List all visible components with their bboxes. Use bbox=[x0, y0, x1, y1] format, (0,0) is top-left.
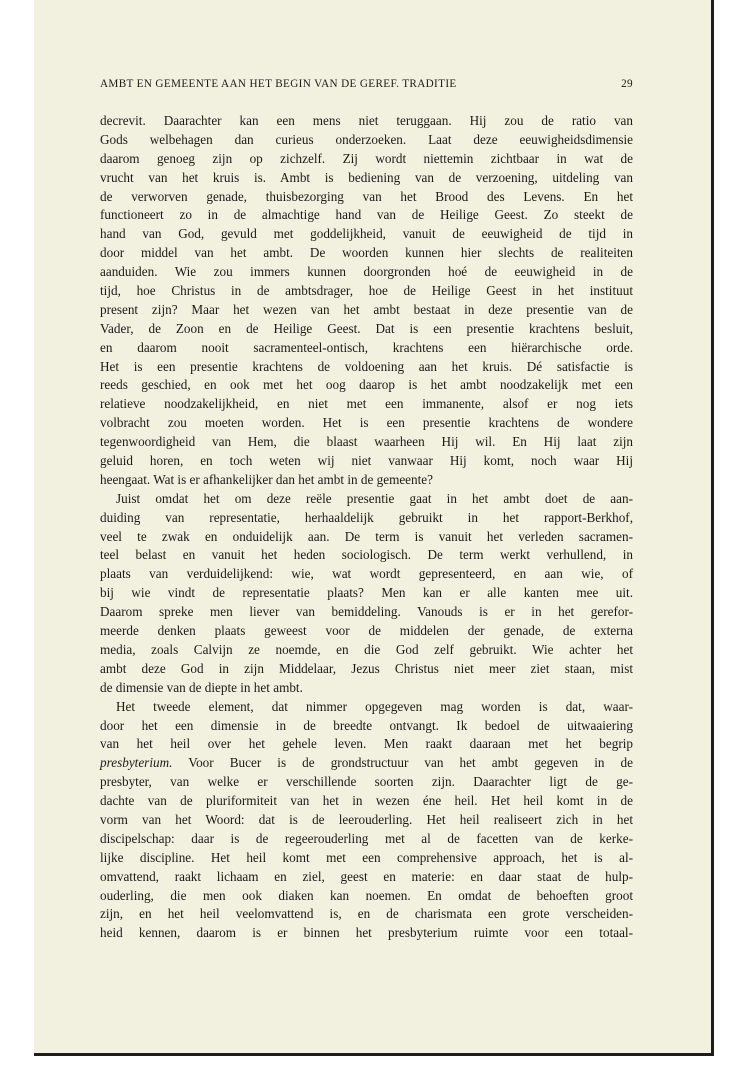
text-line: dachte van de pluriformiteit van het in wezen éne heil. Het heil komt in de bbox=[100, 793, 633, 809]
text-line: omvattend, raakt lichaam en ziel, geest en materie: en daar staat de hulp- bbox=[100, 868, 633, 884]
text-line: volbracht zou moeten worden. Het is een presentie krachtens de wondere bbox=[100, 415, 633, 431]
text-line: present zijn? Maar het wezen van het ambt bestaat in deze presentie van de bbox=[100, 301, 633, 317]
text-line: veel te zwak en onduidelijk aan. De term is vanuit het verleden sacramen- bbox=[100, 528, 633, 544]
text-line: tijd, hoe Christus in de ambtsdrager, hoe de Heilige Geest in het instituut bbox=[100, 283, 633, 299]
text-line: Gods welbehagen dan curieus onderzoeken. Laat deze eeuwigheidsdimensie bbox=[100, 131, 633, 147]
text-line: door middel van het ambt. De woorden kunnen hier slechts de realiteiten bbox=[100, 245, 633, 261]
paragraph bbox=[100, 112, 633, 490]
book-page bbox=[34, 0, 714, 1056]
text-line: tegenwoordigheid van Hem, die blaast waarheen Hij wil. En Hij laat zijn bbox=[100, 434, 633, 450]
text-line: en daarom nooit sacramenteel-ontisch, krachtens een hiërarchische orde. bbox=[100, 339, 633, 355]
text-line: daarom genoeg zijn op zichzelf. Zij wordt niettemin zichtbaar in wat de bbox=[100, 150, 633, 166]
text-line: heengaat. Wat is er afhankelijker dan het ambt in de gemeente? bbox=[100, 471, 433, 487]
text-line: media, zoals Calvijn ze noemde, en die God zelf gebruikt. Wie achter het bbox=[100, 641, 633, 657]
text-line: aanduiden. Wie zou immers kunnen doorgronden hoé de eeuwigheid in de bbox=[100, 264, 633, 280]
text-line: teel belast en vanuit het heden sociologisch. De term werkt verhullend, in bbox=[100, 547, 633, 563]
text-line: presbyter, van welke er verschillende soorten zijn. Daarachter ligt de ge- bbox=[100, 774, 633, 790]
text-line: Daarom spreke men liever van bemiddeling. Vanouds is er in het gerefor- bbox=[100, 604, 633, 620]
text-line: Het tweede element, dat nimmer opgegeven mag worden is dat, waar- bbox=[116, 698, 633, 714]
paragraph bbox=[100, 490, 633, 698]
body-text bbox=[100, 112, 633, 943]
text-line: heid kennen, daarom is er binnen het presbyterium ruimte voor een totaal- bbox=[100, 925, 633, 941]
text-line: reeds geschied, en ook met het oog daarop is het ambt noodzakelijk met een bbox=[100, 377, 633, 393]
text-line: van het heil over het gehele leven. Men raakt daaraan met het begrip bbox=[100, 736, 633, 752]
text-line: Juist omdat het om deze reële presentie gaat in het ambt doet de aan- bbox=[116, 490, 633, 506]
text-line: geluid horen, en toch weten wij niet vanwaar Hij komt, noch waar Hij bbox=[100, 453, 633, 469]
text-line: lijke discipline. Het heil komt met een comprehensive approach, het is al- bbox=[100, 849, 633, 865]
text-line: bij wie vindt de representatie plaats? Men kan er alle kanten mee uit. bbox=[100, 585, 633, 601]
text-line: plaats van verduidelijkend: wie, wat wordt gepresenteerd, en aan wie, of bbox=[100, 566, 633, 582]
text-line: vrucht van het kruis is. Ambt is bediening van de verzoening, uitdeling van bbox=[100, 169, 633, 185]
text-line: de dimensie van de diepte in het ambt. bbox=[100, 679, 303, 695]
text-line: Het is een presentie krachtens de voldoening aan het kruis. Dé satisfactie is bbox=[100, 358, 633, 374]
text-line: presbyterium. Voor Bucer is de grondstructuur van het ambt gegeven in de bbox=[100, 755, 633, 771]
text-line: discipelschap: daar is de regeerouderling met al de facetten van de kerke- bbox=[100, 830, 633, 846]
text-line: door het een dimensie in de breedte ontvangt. Ik bedoel de uitwaaiering bbox=[100, 717, 633, 733]
text-line: hand van God, gevuld met goddelijkheid, vanuit de eeuwigheid de tijd in bbox=[100, 226, 633, 242]
text-line: de verworven genade, thuisbezorging van het Brood des Levens. En het bbox=[100, 188, 633, 204]
text-line: ambt deze God in zijn Middelaar, Jezus Christus niet meer ziet staan, mist bbox=[100, 660, 633, 676]
text-line: vorm van het Woord: dat is de leerouderling. Het heil realiseert zich in het bbox=[100, 811, 633, 827]
running-title: AMBT EN GEMEENTE AAN HET BEGIN VAN DE GEREF. TRADITIE bbox=[100, 78, 457, 90]
text-line: decrevit. Daarachter kan een mens niet teruggaan. Hij zou de ratio van bbox=[100, 113, 633, 128]
paragraph bbox=[100, 698, 633, 944]
page-number: 29 bbox=[621, 78, 633, 90]
text-line: zijn, en het heil veelomvattend is, en de charismata een grote verscheiden- bbox=[100, 906, 633, 922]
text-line: duiding van representatie, herhaaldelijk gebruikt in het rapport-Berkhof, bbox=[100, 509, 633, 525]
text-line: meerde denken plaats geweest voor de middelen der genade, de externa bbox=[100, 623, 633, 639]
text-line: functioneert zo in de almachtige hand van de Heilige Geest. Zo steekt de bbox=[100, 207, 633, 223]
running-header bbox=[100, 78, 633, 90]
emphasized-term: presbyterium. bbox=[100, 755, 173, 771]
text-line: Vader, de Zoon en de Heilige Geest. Dat is een presentie krachtens besluit, bbox=[100, 320, 633, 336]
text-line: ouderling, die men ook diaken kan noemen. En omdat de behoeften groot bbox=[100, 887, 633, 903]
text-line: relatieve noodzakelijkheid, en niet met een immanente, alsof er nog iets bbox=[100, 396, 633, 412]
